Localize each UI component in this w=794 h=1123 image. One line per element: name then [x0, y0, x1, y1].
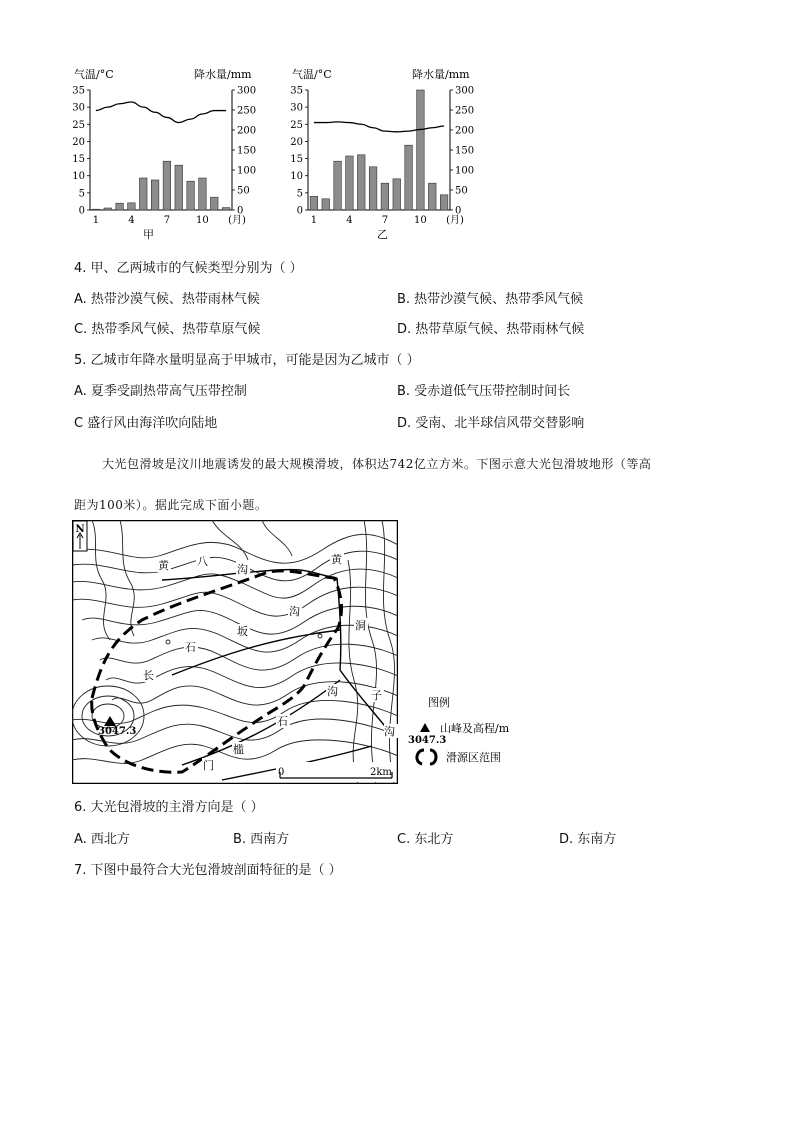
svg-text:2km: 2km [370, 767, 392, 778]
q5-option-d[interactable]: D. 受南、北半球信风带交替影响 [397, 416, 585, 431]
right-tick-label: 200 [237, 125, 257, 137]
svg-text:N: N [75, 524, 85, 535]
place-char: 槛 [233, 743, 244, 756]
left-tick-label: 25 [290, 119, 303, 131]
precip-bar [346, 156, 354, 210]
q5-option-c[interactable]: C 盛行风由海洋吹向陆地 [74, 416, 218, 431]
precip-bar [405, 145, 413, 210]
left-tick-label: 20 [290, 136, 303, 148]
left-tick-label: 30 [290, 102, 303, 114]
place-char: 沟 [384, 725, 395, 738]
question-4-stem: 4. 甲、乙两城市的气候类型分别为（ ） [74, 261, 303, 276]
precip-bar [381, 183, 389, 210]
x-tick-label: 4 [346, 215, 353, 226]
passage-line-1: 大光包滑坡是汶川地震诱发的最大规模滑坡，体积达742亿立方米。下图示意大光包滑坡地形（等高 [102, 457, 652, 471]
question-7-stem: 7. 下图中最符合大光包滑坡剖面特征的是（ ） [74, 863, 342, 878]
precip-bar [417, 90, 425, 210]
q4-option-b[interactable]: B. 热带沙漠气候、热带季风气候 [397, 292, 584, 307]
legend-title: 图例 [428, 696, 450, 709]
legend-peak-value: 3047.3 [408, 735, 447, 746]
precip-bar [369, 167, 377, 210]
x-tick-label: (月) [228, 215, 246, 226]
left-tick-label: 5 [296, 188, 303, 200]
left-tick-label: 5 [78, 188, 85, 200]
precip-bar [128, 203, 136, 210]
right-tick-label: 0 [455, 205, 462, 217]
left-tick-label: 0 [296, 205, 303, 217]
right-tick-label: 100 [455, 165, 475, 177]
precip-bar [139, 178, 147, 210]
right-tick-label: 150 [237, 145, 257, 157]
right-tick-label: 250 [455, 105, 475, 117]
left-tick-label: 35 [72, 85, 85, 97]
precip-bar [334, 161, 342, 210]
q4-option-c[interactable]: C. 热带季风气候、热带草原气候 [74, 322, 261, 337]
precip-bar [187, 181, 195, 210]
precip-bar [210, 197, 218, 210]
precip-bar [175, 165, 183, 210]
temperature-line [314, 122, 444, 132]
plot-area [72, 86, 256, 227]
right-tick-label: 300 [455, 85, 475, 97]
left-tick-label: 0 [78, 205, 85, 217]
left-tick-label: 15 [290, 154, 303, 166]
precip-bar [92, 209, 100, 210]
x-tick-label: 10 [414, 215, 427, 226]
place-char: 洞 [355, 619, 366, 632]
boundary-icon [417, 750, 436, 764]
precip-bar [151, 180, 159, 210]
q5-option-b[interactable]: B. 受赤道低气压带控制时间长 [397, 384, 571, 399]
left-tick-label: 25 [72, 119, 85, 131]
q6-option-b[interactable]: B. 西南方 [233, 832, 290, 847]
precip-bar [199, 178, 207, 210]
precip-bar [322, 199, 330, 210]
x-tick-label: 1 [92, 215, 100, 226]
x-tick-label: 7 [163, 215, 171, 226]
passage-line-2: 距为100米）。据此完成下面小题。 [74, 498, 268, 512]
place-char: 沟 [237, 563, 248, 576]
x-tick-label: (月) [446, 215, 464, 226]
svg-text:0: 0 [278, 767, 285, 778]
place-char: 子 [371, 689, 382, 702]
right-axis-label: 降水量/mm [194, 68, 252, 81]
left-tick-label: 35 [290, 85, 303, 97]
place-char: 黄 [158, 559, 169, 572]
x-tick-label: 4 [128, 215, 135, 226]
precip-bar [116, 203, 124, 210]
precip-bar [440, 195, 448, 210]
landslide-topographic-map [72, 520, 398, 784]
climate-chart-jia [60, 62, 270, 244]
left-axis-label: 气温/°C [292, 68, 332, 81]
precip-bar [310, 196, 318, 210]
precip-bar [222, 208, 230, 210]
x-tick-label: 10 [196, 215, 209, 226]
question-5-stem: 5. 乙城市年降水量明显高于甲城市，可能是因为乙城市（ ） [74, 353, 420, 368]
precip-bar [393, 179, 401, 210]
q6-option-a[interactable]: A. 西北方 [74, 832, 130, 847]
place-char: 石 [277, 715, 288, 728]
right-tick-label: 150 [455, 145, 475, 157]
q6-option-d[interactable]: D. 东南方 [559, 832, 617, 847]
chart-caption: 甲 [143, 228, 154, 241]
precip-bar [428, 183, 436, 210]
precip-bar [163, 161, 171, 210]
place-char: 八 [197, 555, 208, 568]
q4-option-a[interactable]: A. 热带沙漠气候、热带雨林气候 [74, 292, 260, 307]
right-tick-label: 0 [237, 205, 244, 217]
peak-icon [420, 723, 430, 732]
scale-bar [276, 762, 396, 782]
place-char: 沟 [327, 685, 338, 698]
left-tick-label: 20 [72, 136, 85, 148]
legend-zone-text: 滑源区范围 [446, 751, 501, 764]
right-tick-label: 250 [237, 105, 257, 117]
precip-bar [104, 208, 112, 210]
place-char: 沟 [289, 605, 300, 618]
left-tick-label: 10 [72, 171, 85, 183]
left-tick-label: 30 [72, 102, 85, 114]
chart-caption: 乙 [377, 228, 388, 241]
climate-chart-yi [278, 62, 488, 244]
plot-area [290, 86, 474, 227]
north-arrow [73, 521, 87, 551]
left-tick-label: 15 [72, 154, 85, 166]
question-6-stem: 6. 大光包滑坡的主滑方向是（ ） [74, 800, 264, 815]
place-char: 长 [143, 669, 154, 682]
x-tick-label: 7 [381, 215, 389, 226]
left-tick-label: 10 [290, 171, 303, 183]
temperature-line [96, 102, 226, 123]
place-char: 坂 [237, 625, 248, 638]
right-axis-label: 降水量/mm [412, 68, 470, 81]
map-legend [404, 692, 534, 772]
peak-elevation: 3047.3 [98, 726, 137, 737]
q6-option-c[interactable]: C. 东北方 [397, 832, 454, 847]
place-char: 黄 [331, 553, 342, 566]
q4-option-d[interactable]: D. 热带草原气候、热带雨林气候 [397, 322, 585, 337]
place-char: 门 [203, 759, 214, 772]
legend-peak-text: 山峰及高程/m [440, 722, 510, 735]
left-axis-label: 气温/°C [74, 68, 114, 81]
right-tick-label: 300 [237, 85, 257, 97]
right-tick-label: 200 [455, 125, 475, 137]
x-tick-label: 1 [310, 215, 318, 226]
right-tick-label: 50 [455, 185, 468, 197]
place-char: 石 [185, 641, 196, 654]
right-tick-label: 50 [237, 185, 250, 197]
q5-option-a[interactable]: A. 夏季受副热带高气压带控制 [74, 384, 247, 399]
right-tick-label: 100 [237, 165, 257, 177]
precip-bar [357, 155, 365, 210]
